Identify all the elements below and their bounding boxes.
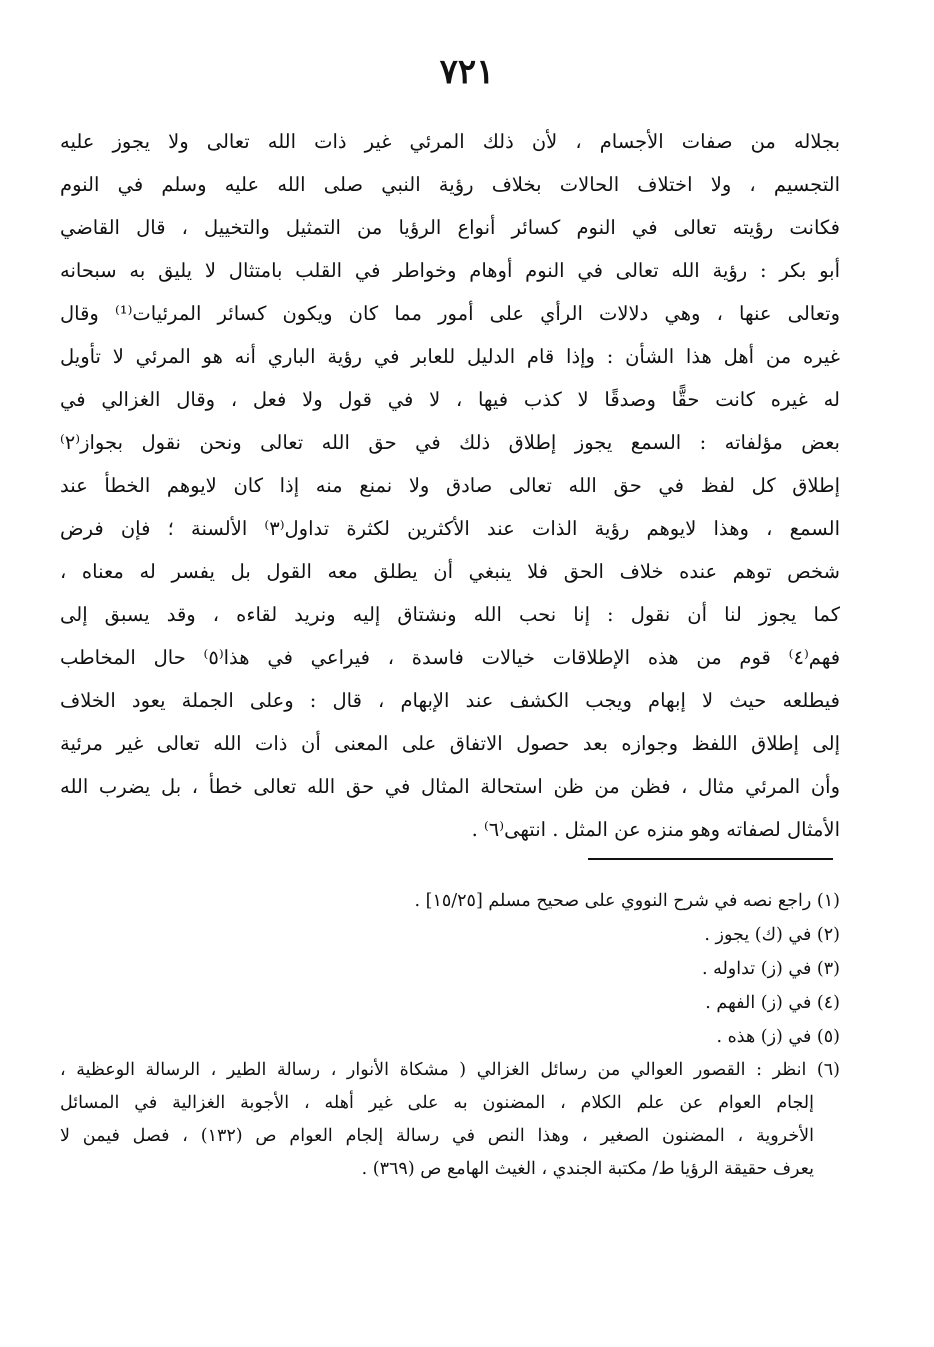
text-line: فكانت رؤيته تعالى في النوم كسائر أنواع الرؤيا من التمثيل والتخييل ، قال القاضي: [60, 216, 840, 239]
footnote-4: (٤) في (ز) الفهم .: [705, 993, 840, 1013]
text-line: السمع ، وهذا لايوهم رؤية الذات عند الأكثرين لكثرة تداول⁽٣⁾ الألسنة ؛ فإن فرض: [60, 517, 840, 540]
footnote-6-line: إلجام العوام عن علم الكلام ، المضنون به على غير أهله ، الأجوبة الغزالية في المسائل: [60, 1093, 814, 1113]
text-line-last: الأمثال لصفاته وهو منزه عن المثل . انتهى⁽٦⁾ .: [471, 818, 840, 841]
text-line: إطلاق كل لفظ في حق الله تعالى صادق ولا نمنع منه إذا كان لايوهم الخطأ عند: [60, 474, 840, 497]
footnote-3: (٣) في (ز) تداوله .: [701, 959, 840, 979]
text-line: إلى إطلاق اللفظ وجوازه بعد حصول الاتفاق على المعنى أن ذات الله تعالى غير مرئية: [60, 732, 840, 755]
text-line: فهم⁽٤⁾ قوم من هذه الإطلاقات خيالات فاسدة ، فيراعي في هذا⁽٥⁾ حال المخاطب: [60, 646, 840, 669]
footnote-6-line: (٦) انظر : القصور العوالي من رسائل الغزالي ( مشكاة الأنوار ، رسالة الطير ، الرسالة الوعظية ،: [60, 1060, 840, 1080]
footnote-2: (٢) في (ك) يجوز .: [704, 925, 840, 945]
page-number: ٧٢١: [439, 52, 495, 92]
text-line: بجلاله من صفات الأجسام ، لأن ذلك المرئي غير ذات الله تعالى ولا يجوز عليه: [60, 130, 840, 153]
text-line: شخص توهم عنده خلاف الحق فلا ينبغي أن يطلق معه القول بل يفسر له معناه ،: [60, 560, 840, 583]
text-line: التجسيم ، ولا اختلاف الحالات بخلاف رؤية النبي صلى الله عليه وسلم في النوم: [60, 173, 840, 196]
main-text-block: [60, 120, 840, 851]
footnote-6-line: الأخروية ، المضنون الصغير ، وهذا النص في رسالة إلجام العوام ص (١٣٢) ، فصل فيمن لا: [60, 1126, 814, 1146]
text-line: بعض مؤلفاته : السمع يجوز إطلاق ذلك في حق الله تعالى ونحن نقول بجواز⁽٢⁾: [60, 431, 840, 454]
footnote-6: [60, 1054, 840, 1186]
footnote-divider: [588, 858, 833, 860]
text-line: له غيره كانت حقًّا وصدقًا لا كذب فيها ، لا في قول ولا فعل ، وقال الغزالي في: [60, 388, 840, 411]
footnotes-block: [60, 884, 840, 1186]
footnote-5: (٥) في (ز) هذه .: [716, 1027, 840, 1047]
text-line: أبو بكر : رؤية الله تعالى في النوم أوهام وخواطر في القلب بامتثال لا يليق به سبحانه: [60, 259, 840, 282]
text-line: وتعالى عنها ، وهي دلالات الرأي على أمور مما كان ويكون كسائر المرئيات⁽¹⁾ وقال: [60, 302, 840, 325]
text-line: وأن المرئي مثال ، فظن من ظن استحالة المثال في حق الله تعالى خطأ ، بل يضرب الله: [60, 775, 840, 798]
text-line: غيره من أهل هذا الشأن : وإذا قام الدليل للعابر في رؤية الباري أنه هو المرئي لا تأويل: [60, 345, 840, 368]
footnote-1: (١) راجع نصه في شرح النووي على صحيح مسلم [١٥/٢٥] .: [414, 891, 840, 911]
text-line: كما يجوز لنا أن نقول : إنا نحب الله ونشتاق إليه ونريد لقاءه ، وقد يسبق إلى: [60, 603, 840, 626]
text-line: فيطلعه حيث لا إبهام ويجب الكشف عند الإبهام ، قال : وعلى الجملة يعود الخلاف: [60, 689, 840, 712]
footnote-6-line: يعرف حقيقة الرؤيا ط/ مكتبة الجندي ، الغيث الهامع ص (٣٦٩) .: [361, 1159, 814, 1179]
